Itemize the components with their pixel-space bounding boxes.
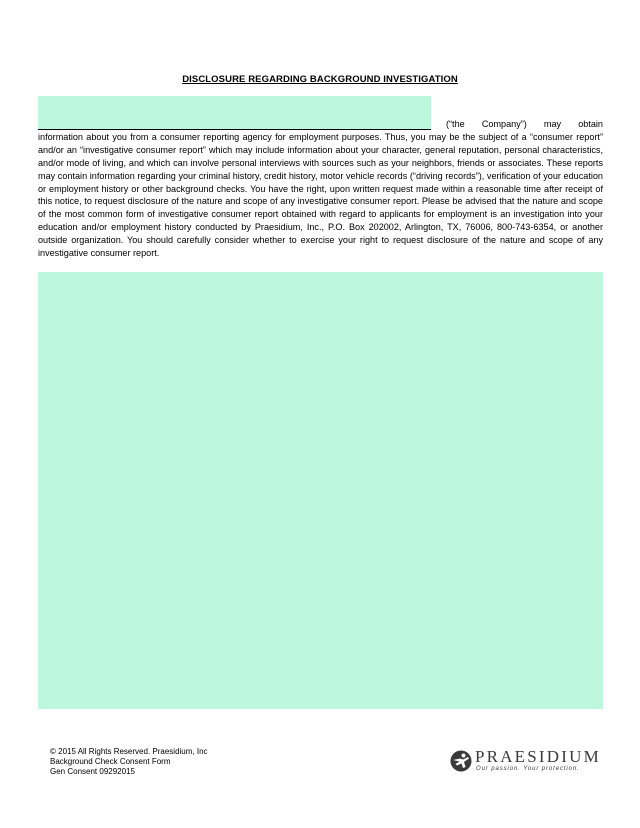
- logo-tagline: Our passion. Your protection.: [476, 766, 580, 772]
- document-title: DISCLOSURE REGARDING BACKGROUND INVESTIGATION: [182, 74, 458, 85]
- copyright-text: © 2015 All Rights Reserved. Praesidium, Inc: [50, 747, 208, 756]
- footer: [50, 747, 208, 777]
- form-entry-field[interactable]: [38, 272, 603, 709]
- praesidium-figure-icon: [450, 750, 472, 772]
- praesidium-logo: [450, 748, 602, 776]
- form-code-text: Gen Consent 09292015: [50, 767, 135, 776]
- form-name-text: Background Check Consent Form: [50, 757, 171, 766]
- disclosure-paragraph: (“the Company”) may obtain information about you from a consumer reporting agency for employment purposes. Thus, you may be the subject of a “consumer report” and/or an “investigative consumer report” which may include information about your character, general reputation, personal characteristics, and/or mode of living, and which can involve personal interviews with sources such as your neighbors, friends or associates. These reports may contain information regarding your criminal history, credit history, motor vehicle records (“driving records”), verification of your education or employment history or other background checks. You have the right, upon written request made within a reasonable time after receipt of this notice, to request disclosure of the nature and scope of any investigative consumer report. Please be advised that the nature and scope of the most common form of investigative consumer report obtained with regard to applicants for employment is an investigation into your education and/or employment history conducted by Praesidium, Inc., P.O. Box 202002, Arlington, TX, 76006, 800-743-6354, or another outside organization. You should carefully consider whether to exercise your right to request disclosure of the nature and scope of any investigative consumer report.: [38, 119, 603, 259]
- logo-wordmark: PRAESIDIUM: [475, 747, 601, 766]
